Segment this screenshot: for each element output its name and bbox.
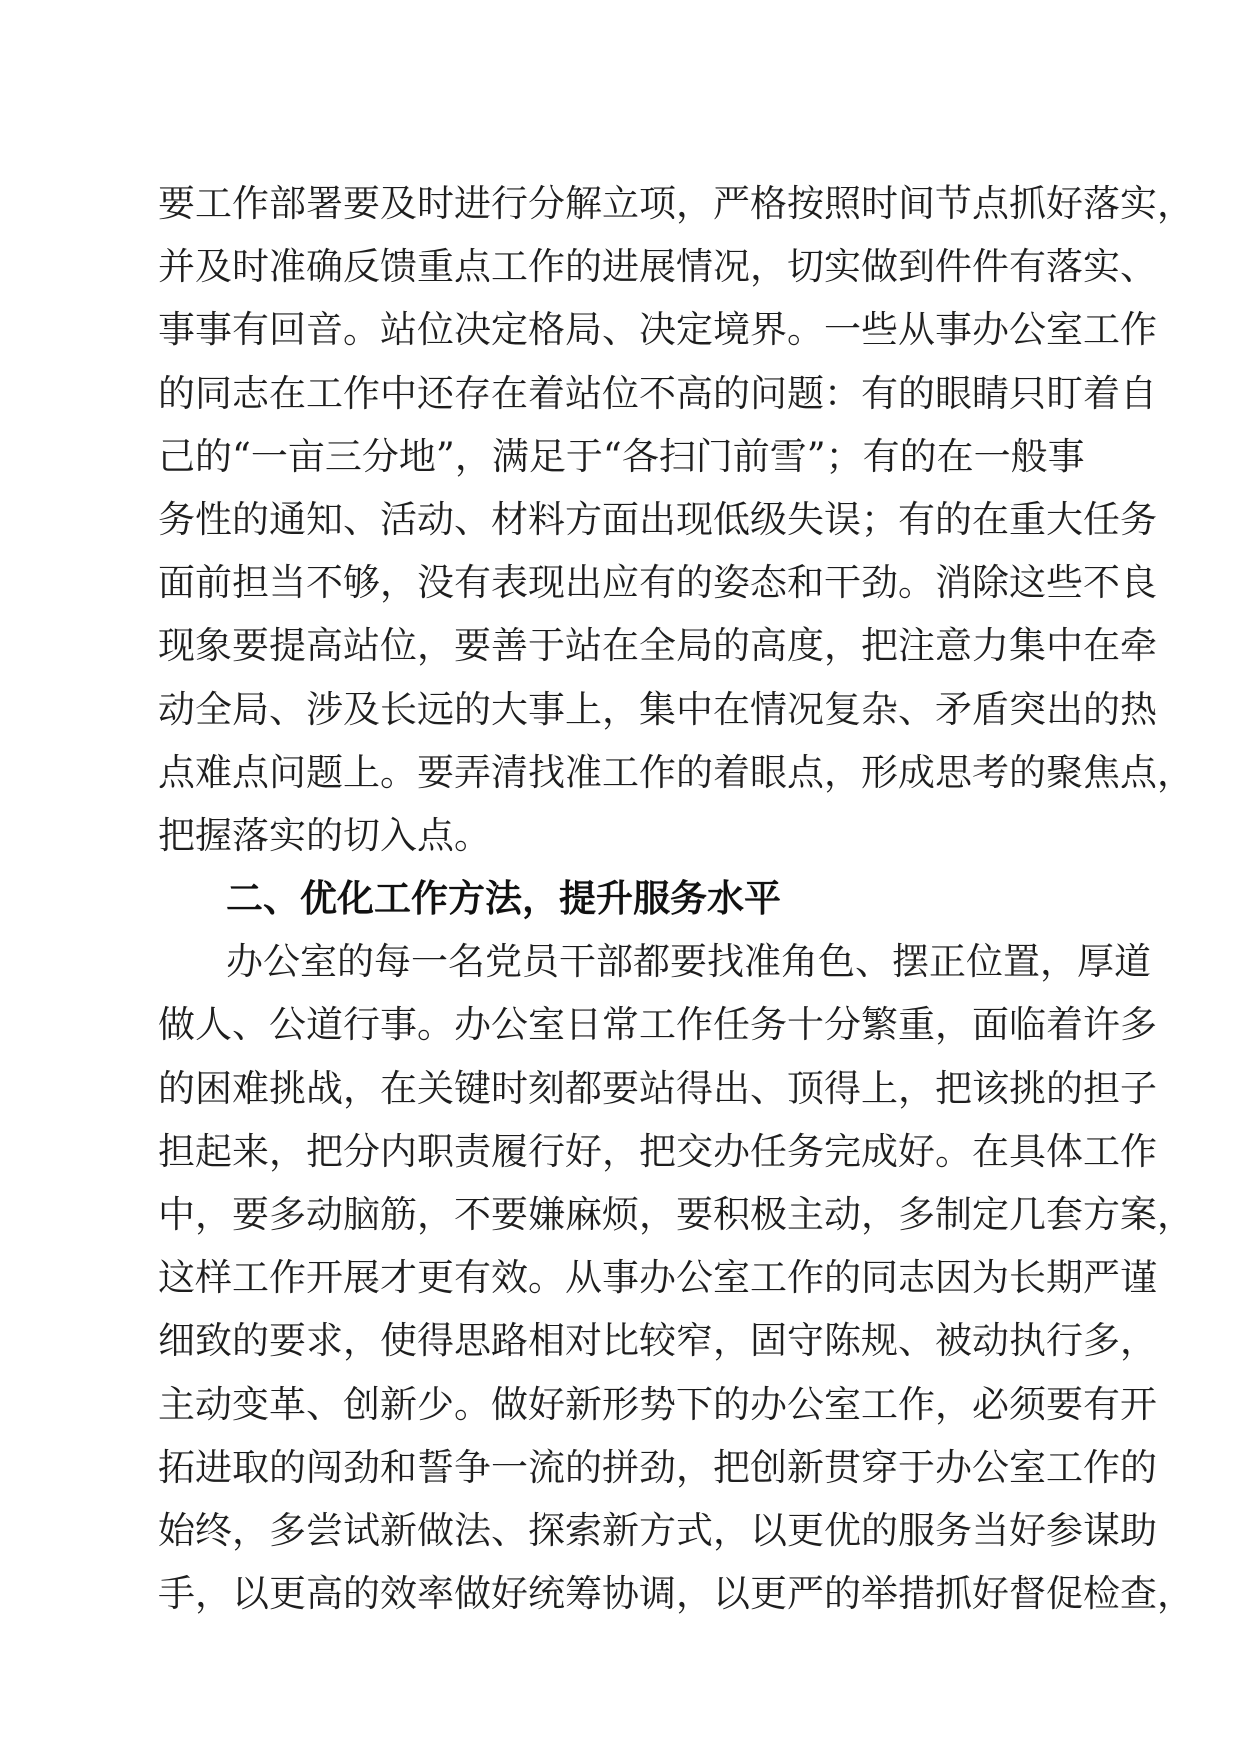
- text-line: 动全局、涉及长远的大事上，集中在情况复杂、矛盾突出的热: [158, 687, 1157, 731]
- text-line: 手，以更高的效率做好统筹协调，以更严的举措抓好督促检查，: [158, 1572, 1194, 1616]
- text-line: 己的“一亩三分地”，满足于“各扫门前雪”；有的在一般事: [158, 434, 1085, 478]
- text-line: 要工作部署要及时进行分解立项，严格按照时间节点抓好落实，: [158, 182, 1194, 225]
- text-line: 的困难挑战，在关键时刻都要站得出、顶得上，把该挑的担子: [158, 1066, 1157, 1110]
- text-line: 并及时准确反馈重点工作的进展情况，切实做到件件有落实、: [158, 245, 1157, 289]
- text-line: 主动变革、创新少。做好新形势下的办公室工作，必须要有开: [158, 1382, 1157, 1426]
- text-line: 这样工作开展才更有效。从事办公室工作的同志因为长期严谨: [158, 1256, 1157, 1300]
- paragraph-stance: [158, 172, 1194, 867]
- text-line: 把握落实的切入点。: [158, 813, 491, 857]
- text-line: 现象要提高站位，要善于站在全局的高度，把注意力集中在牵: [158, 624, 1157, 668]
- text-line: 细致的要求，使得思路相对比较窄，固守陈规、被动执行多，: [158, 1319, 1157, 1363]
- text-line: 中，要多动脑筋，不要嫌麻烦，要积极主动，多制定几套方案，: [158, 1193, 1194, 1236]
- text-line: 事事有回音。站位决定格局、决定境界。一些从事办公室工作: [158, 308, 1157, 352]
- text-line: 办公室的每一名党员干部都要找准角色、摆正位置，厚道: [226, 940, 1151, 984]
- text-line: 始终，多尝试新做法、探索新方式，以更优的服务当好参谋助: [158, 1508, 1157, 1552]
- text-line: 点难点问题上。要弄清找准工作的着眼点，形成思考的聚焦点，: [158, 750, 1194, 794]
- section-heading: 二、优化工作方法，提升服务水平: [226, 877, 781, 921]
- text-line: 做人、公道行事。办公室日常工作任务十分繁重，面临着许多: [158, 1003, 1157, 1047]
- text-line: 拓进取的闯劲和誓争一流的拼劲，把创新贯穿于办公室工作的: [158, 1445, 1157, 1489]
- document-body: [158, 172, 1194, 1625]
- text-line: 务性的通知、活动、材料方面出现低级失误；有的在重大任务: [158, 497, 1157, 541]
- text-line: 的同志在工作中还存在着站位不高的问题：有的眼睛只盯着自: [158, 371, 1157, 415]
- text-line: 担起来，把分内职责履行好，把交办任务完成好。在具体工作: [158, 1129, 1157, 1173]
- text-line: 面前担当不够，没有表现出应有的姿态和干劲。消除这些不良: [158, 561, 1157, 605]
- paragraph-methods: [158, 930, 1194, 1625]
